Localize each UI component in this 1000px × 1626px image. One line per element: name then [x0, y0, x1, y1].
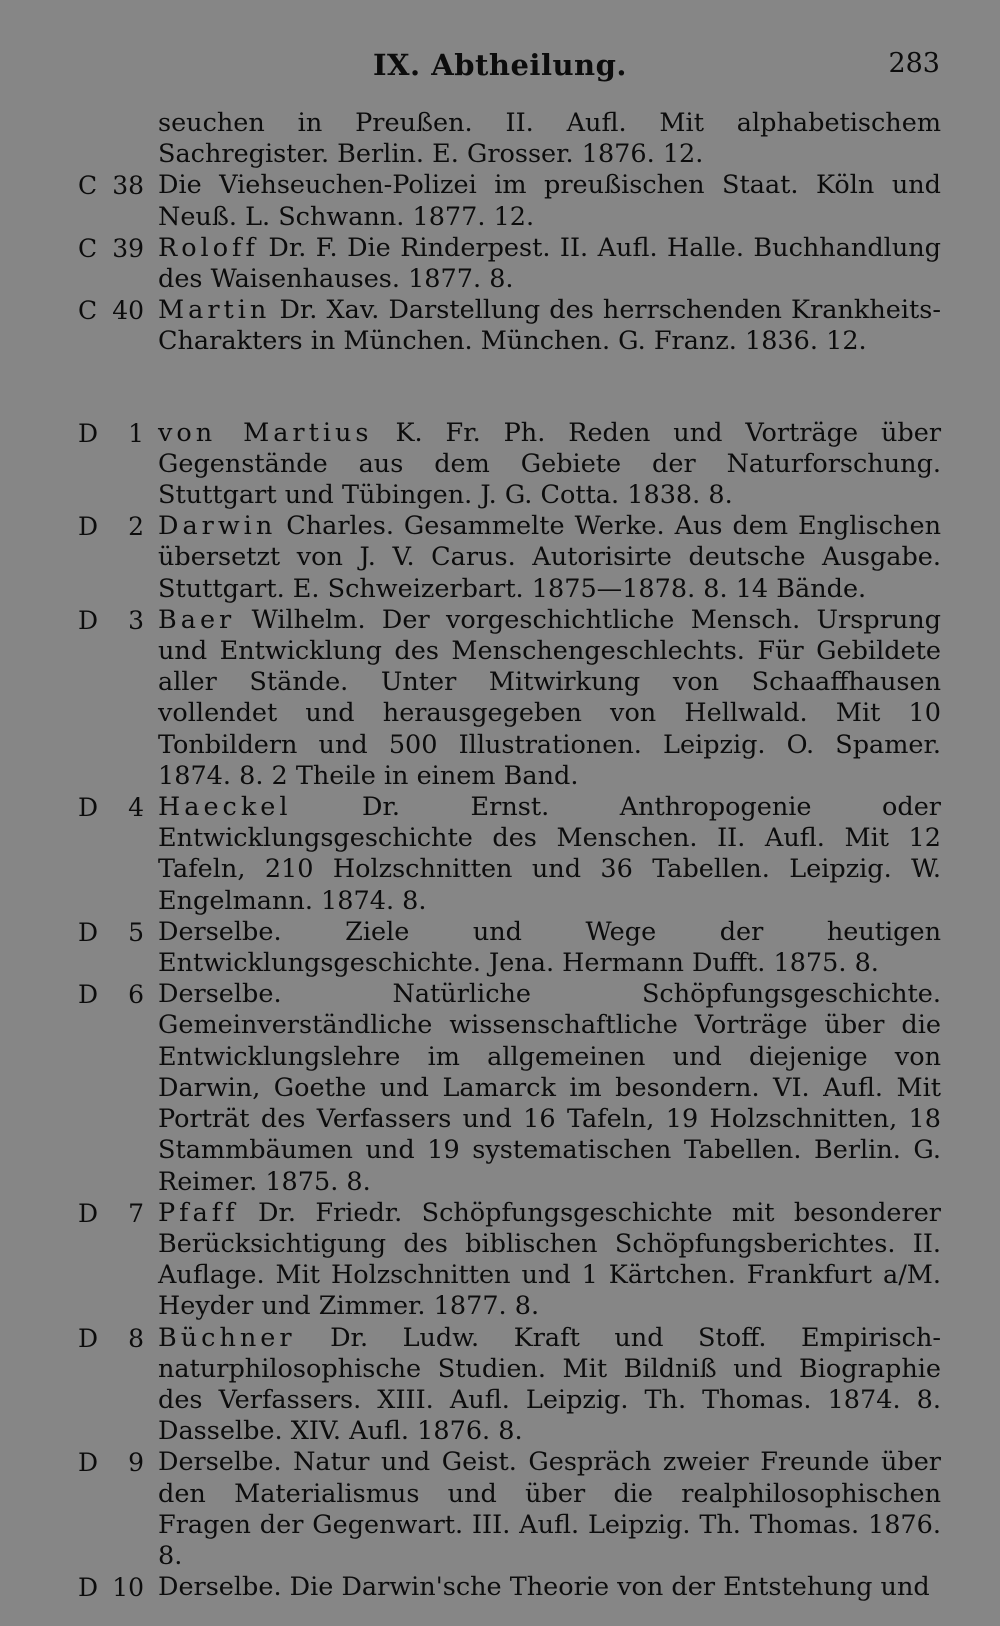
catalog-entry — [0, 1198, 1000, 1323]
entry-text: Martin Dr. Xav. Darstellung des herrschenden Krankheits-Charakters in München. München. G. Franz. 1836. 12. — [158, 295, 941, 357]
entry-id: D 4 — [78, 793, 144, 823]
entry-text: Derselbe. Natürliche Schöpfungsgeschichte. Gemeinverständliche wissenschaftliche Vorträge über die Entwicklungslehre im allgemeinen und diejenige von Darwin, Goethe und Lamarck im besondern. VI. Aufl. Mit Porträt des Verfassers und 16 Tafeln, 19 Holzschnitten, 18 Stammbäumen und 19 systematischen Tabellen. Berlin. G. Reimer. 1875. 8. — [158, 979, 941, 1197]
section-gap — [0, 358, 1000, 418]
catalog-entry — [0, 170, 1000, 232]
entry-id — [78, 108, 148, 139]
entry-id: C 38 — [78, 171, 144, 201]
entry-id: C 40 — [78, 296, 144, 326]
catalog-entry — [0, 605, 1000, 792]
entry-text: Derselbe. Natur und Geist. Gespräch zweier Freunde über den Materialismus und über die realphilosophischen Fragen der Gegenwart. III. Aufl. Leipzig. Th. Thomas. 1876. 8. — [158, 1447, 941, 1571]
entry-text: Pfaff Dr. Friedr. Schöpfungsgeschichte mit besonderer Berücksichtigung des biblischen Schöpfungsberichtes. II. Auflage. Mit Holzschnitten und 1 Kärtchen. Frankfurt a/M. Heyder und Zimmer. 1877. 8. — [158, 1197, 941, 1322]
entry-author: Büchner — [158, 1322, 296, 1353]
catalog-entries — [0, 108, 1000, 1603]
page-number: 283 — [888, 48, 940, 79]
section-title: IX. Abtheilung. — [372, 48, 628, 82]
entry-text: Die Viehseuchen-Polizei im preußischen Staat. Köln und Neuß. L. Schwann. 1877. 12. — [158, 170, 941, 232]
entry-author: Roloff — [158, 232, 259, 263]
entry-text: Roloff Dr. F. Die Rinderpest. II. Aufl. Halle. Buchhandlung des Waisenhauses. 1877. 8. — [158, 232, 941, 295]
catalog-entry — [0, 295, 1000, 357]
entry-id: D 6 — [78, 980, 144, 1010]
entry-id: D 9 — [78, 1448, 144, 1478]
entry-id: D 2 — [78, 512, 144, 542]
entry-id: C 39 — [78, 233, 144, 263]
entry-text: seuchen in Preußen. II. Aufl. Mit alphabetischem Sachregister. Berlin. E. Grosser. 1876. 12. — [158, 108, 941, 170]
entry-author: von Martius — [158, 417, 373, 448]
entry-id: D 8 — [78, 1323, 144, 1353]
catalog-entry — [0, 511, 1000, 605]
entry-text: Haeckel Dr. Ernst. Anthropogenie oder Entwicklungsgeschichte des Menschen. II. Aufl. Mit 12 Tafeln, 210 Holzschnitten und 36 Tabellen. Leipzig. W. Engelmann. 1874. 8. — [158, 792, 941, 916]
catalog-entry — [0, 418, 1000, 512]
entry-text: Derselbe. Die Darwin'sche Theorie von der Entstehung und — [158, 1572, 930, 1603]
entry-author: Martin — [158, 295, 271, 326]
catalog-entry — [0, 1447, 1000, 1572]
entry-text: Büchner Dr. Ludw. Kraft und Stoff. Empirisch-naturphilosophische Studien. Mit Bildniß und Biographie des Verfassers. XIII. Aufl. Leipzig. Th. Thomas. 1874. 8. Dasselbe. XIV. Aufl. 1876. 8. — [158, 1322, 941, 1447]
catalog-entry — [0, 979, 1000, 1197]
entry-text: Darwin Charles. Gesammelte Werke. Aus dem Englischen übersetzt von J. V. Carus. Autorisirte deutsche Ausgabe. Stuttgart. E. Schweizerbart. 1875—1878. 8. 14 Bände. — [158, 511, 941, 604]
entry-id: D 3 — [78, 605, 144, 635]
entry-id: D 5 — [78, 917, 144, 947]
entry-id: D 10 — [78, 1573, 144, 1603]
catalog-entry — [0, 1323, 1000, 1448]
catalog-entry — [0, 1572, 1000, 1603]
catalog-entry — [0, 917, 1000, 979]
entry-author: Darwin — [158, 511, 277, 542]
entry-text: von Martius K. Fr. Ph. Reden und Vorträge über Gegenstände aus dem Gebiete der Naturforschung. Stuttgart und Tübingen. J. G. Cotta. 1838. 8. — [158, 417, 942, 511]
entry-id: D 1 — [78, 418, 144, 448]
running-header — [0, 48, 1000, 88]
catalog-entry — [0, 792, 1000, 917]
entry-text: Derselbe. Ziele und Wege der heutigen Entwicklungsgeschichte. Jena. Hermann Dufft. 1875. 8. — [158, 916, 941, 979]
entry-id: D 7 — [78, 1198, 144, 1228]
catalog-entry — [0, 108, 1000, 170]
entry-text: Baer Wilhelm. Der vorgeschichtliche Mensch. Ursprung und Entwicklung des Menschengeschlechts. Für Gebildete aller Stände. Unter Mitwirkung von Schaaffhausen vollendet und herausgegeben von Hellwald. Mit 10 Tonbildern und 500 Illustrationen. Leipzig. O. Spamer. 1874. 8. 2 Theile in einem Band. — [158, 604, 941, 791]
entry-author: Pfaff — [158, 1197, 239, 1228]
catalog-entry — [0, 233, 1000, 295]
entry-author: Baer — [158, 604, 236, 635]
entry-author: Haeckel — [158, 792, 292, 823]
